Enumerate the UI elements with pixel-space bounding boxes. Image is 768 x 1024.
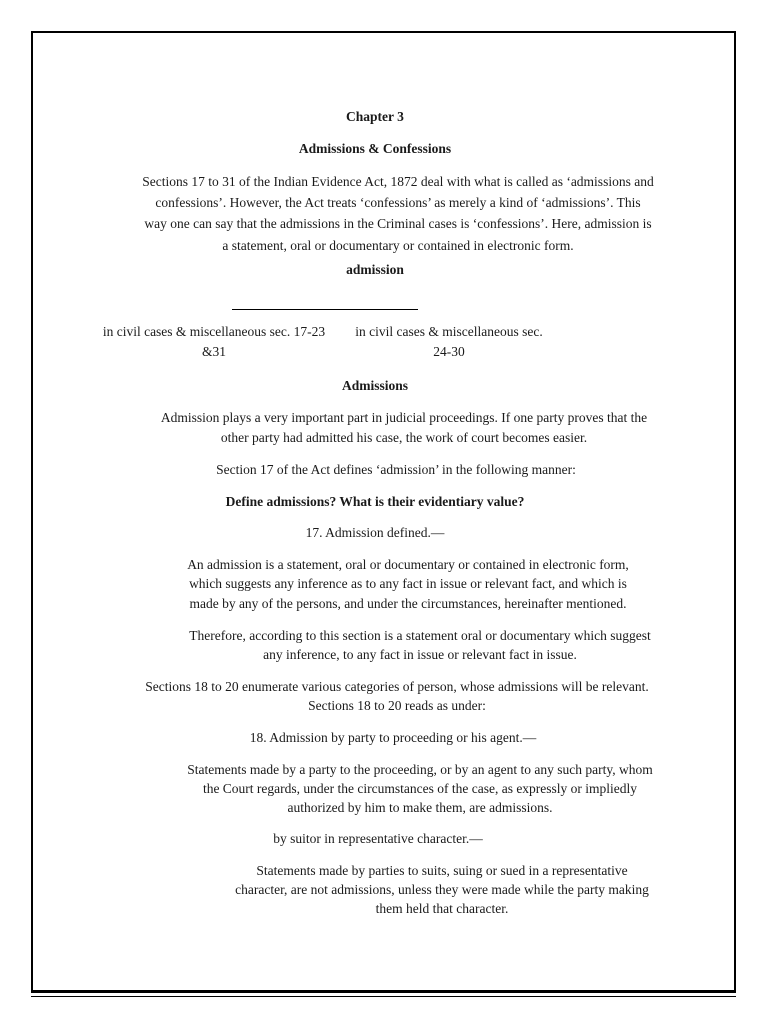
suitor-title: by suitor in representative character.— — [273, 831, 483, 846]
diagram-left-branch-line1: in civil cases & miscellaneous sec. 17-23 — [102, 324, 326, 339]
document-title: Admissions & Confessions — [298, 141, 452, 156]
diagram-left-branch-line2: &31 — [201, 344, 226, 359]
diagram-branch-line — [232, 309, 418, 310]
diagram-right-branch-line1: in civil cases & miscellaneous sec. — [355, 324, 543, 339]
admissions-heading: Admissions — [341, 378, 409, 393]
section18-title: 18. Admission by party to proceeding or his agent.— — [249, 730, 537, 745]
section17-title: 17. Admission defined.— — [305, 525, 445, 540]
chapter-heading: Chapter 3 — [346, 109, 404, 124]
question-heading: Define admissions? What is their evidentiary value? — [225, 494, 525, 509]
diagram-right-branch-line2: 24-30 — [433, 344, 465, 359]
section17-intro: Section 17 of the Act defines ‘admission’ in the following manner: — [216, 462, 576, 477]
diagram-root-label: admission — [346, 262, 404, 277]
